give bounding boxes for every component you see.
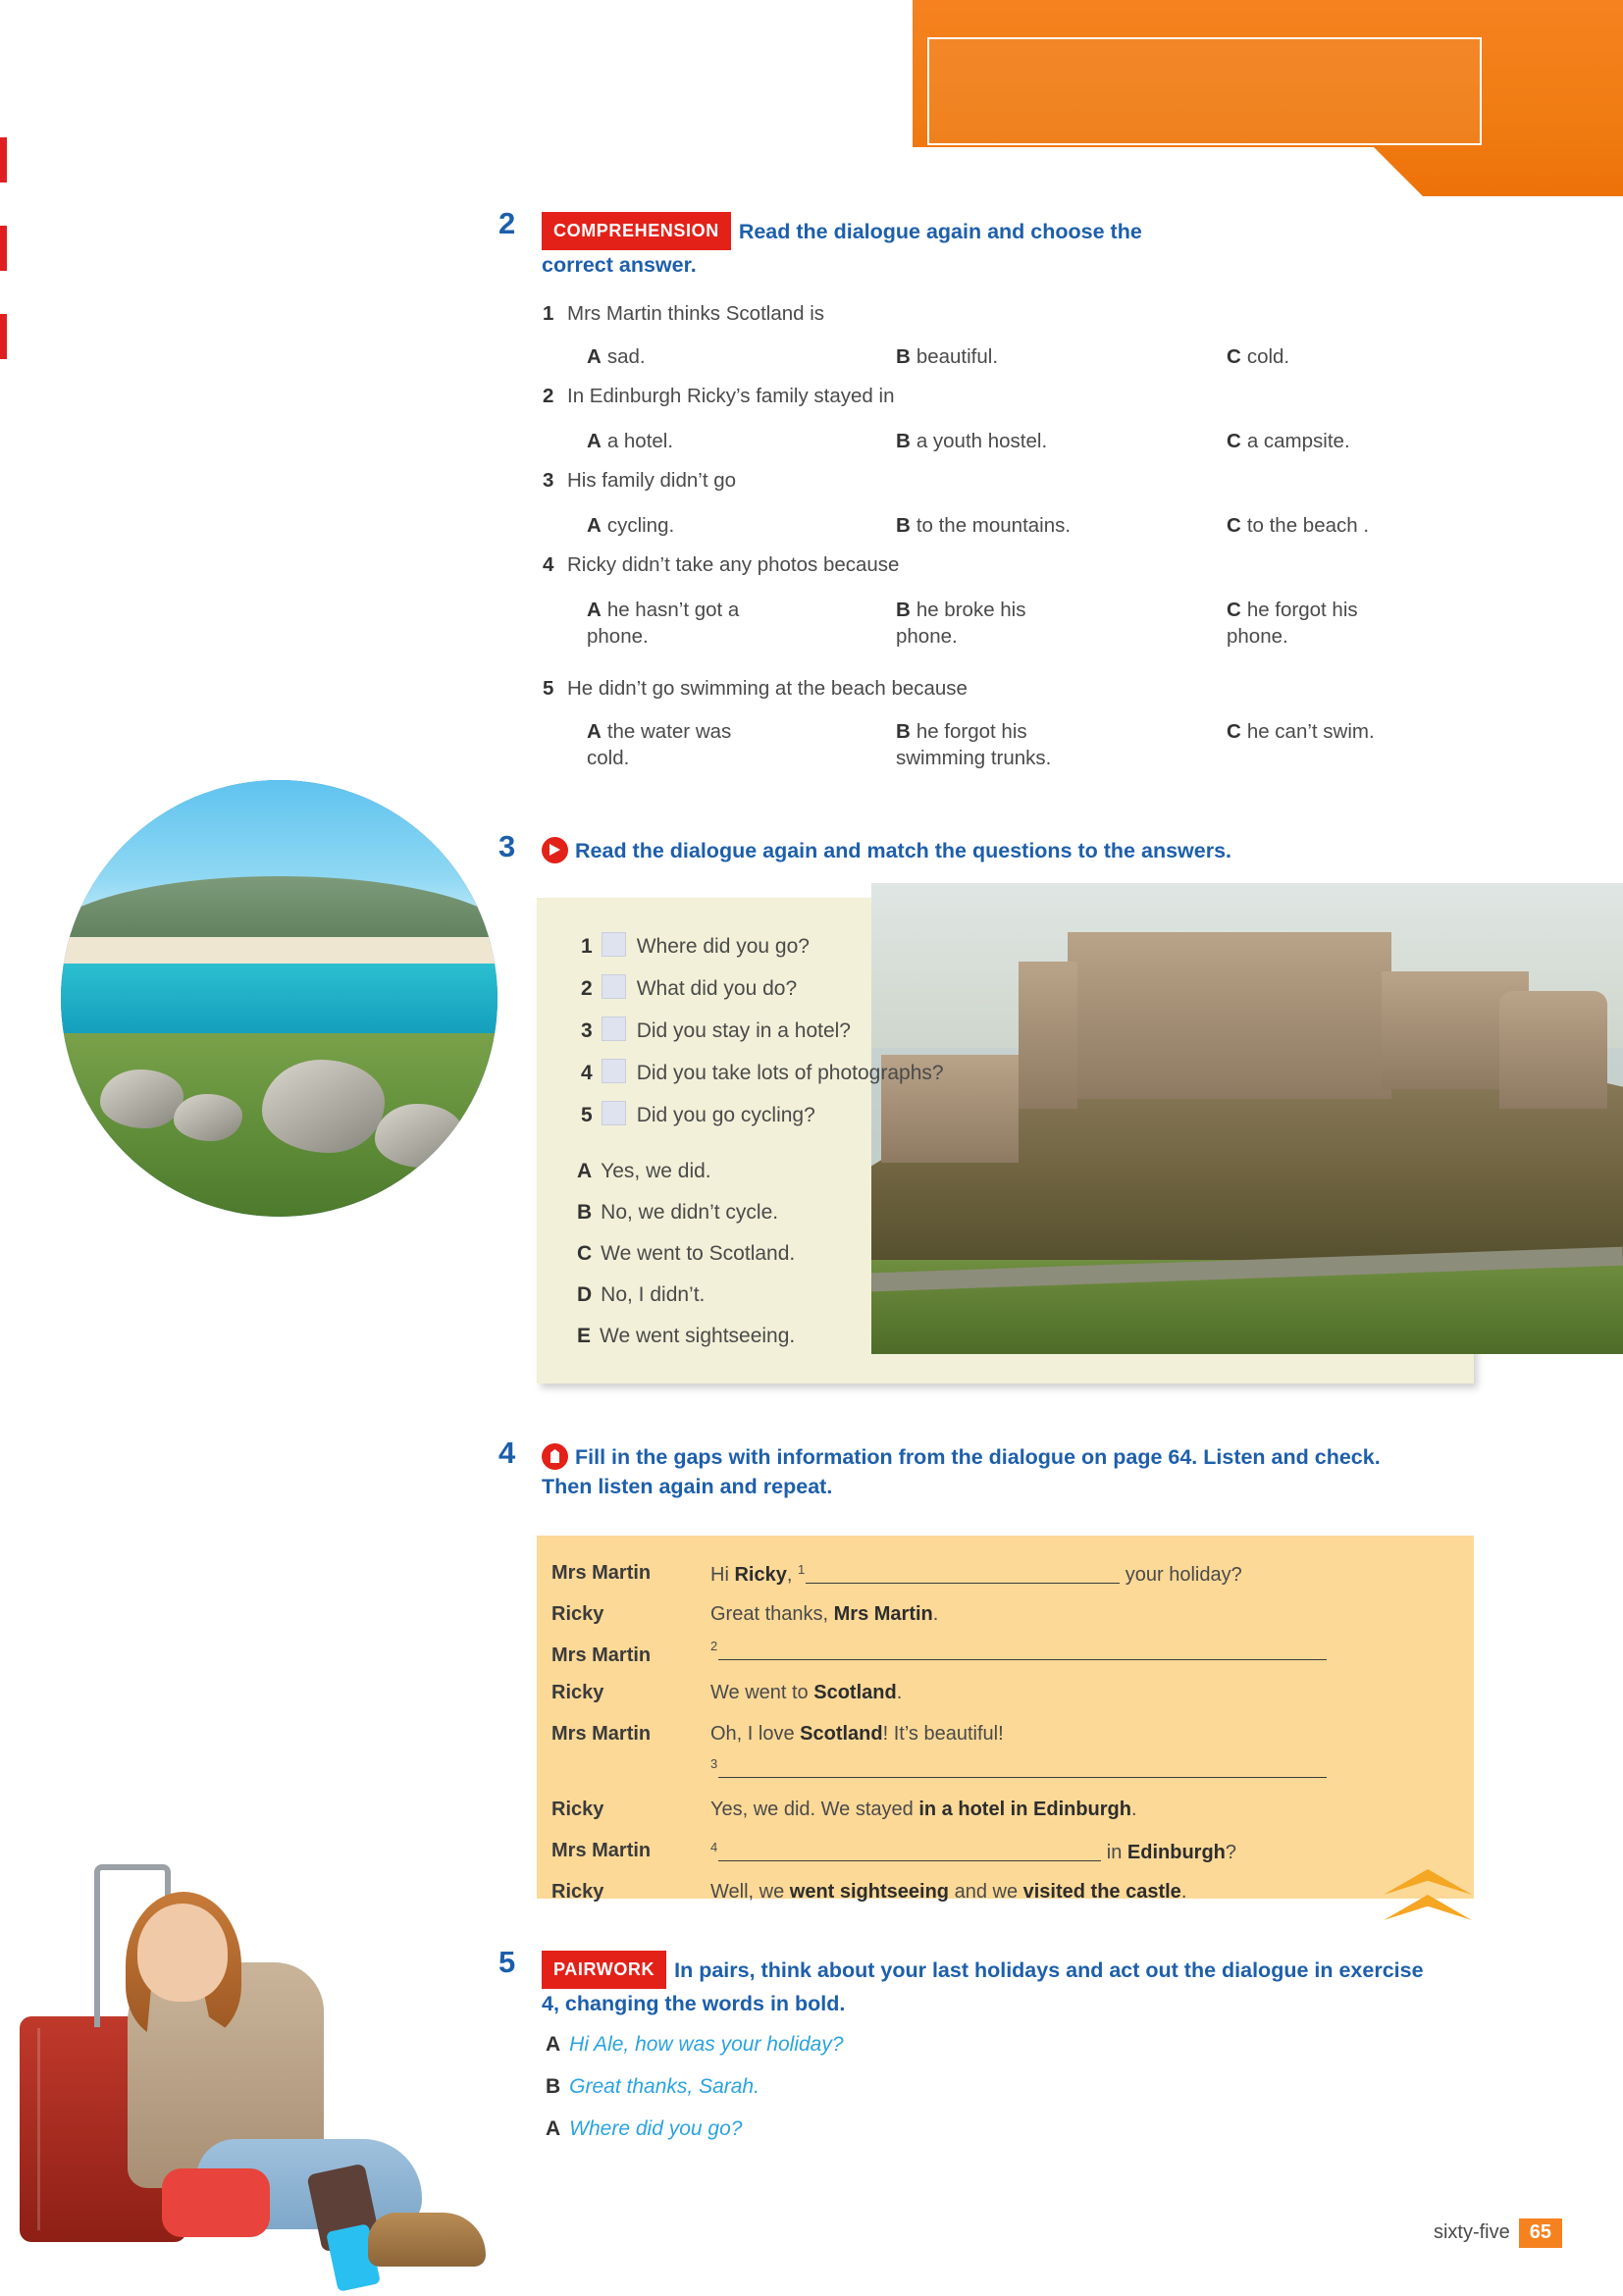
- exercise-2-number: 2: [498, 206, 516, 240]
- match-number: 5: [581, 1104, 593, 1126]
- audio-icon: [542, 1443, 568, 1470]
- castle-photo: [871, 883, 1623, 1354]
- match-answer: [577, 1242, 795, 1266]
- answer-text: We went to Scotland.: [601, 1242, 796, 1265]
- exercise-5-rubric: [542, 1951, 1435, 2018]
- chevron-up-icon: [1384, 1869, 1472, 1928]
- speaker-icon: [542, 837, 568, 863]
- question-option[interactable]: [896, 718, 1102, 771]
- question-option[interactable]: [1227, 718, 1423, 745]
- option-letter: A: [587, 599, 602, 621]
- dialogue-speaker: Mrs Martin: [551, 1562, 652, 1584]
- match-text: Did you go cycling?: [636, 1104, 815, 1126]
- match-answer-box[interactable]: [602, 1017, 626, 1041]
- line-pre: We went to: [710, 1682, 814, 1703]
- option-letter: C: [1227, 345, 1241, 368]
- match-text: Did you stay in a hotel?: [636, 1019, 851, 1042]
- match-question[interactable]: [581, 1059, 944, 1085]
- dialogue-line: [710, 1723, 1004, 1746]
- line-bold: Scotland: [800, 1723, 883, 1745]
- match-text: What did you do?: [636, 977, 798, 1000]
- dialogue-line: [710, 1682, 902, 1704]
- option-text: cold.: [1246, 345, 1290, 368]
- margin-tick: [0, 137, 7, 183]
- gap-number: 4: [710, 1840, 718, 1854]
- question-stem: Ricky didn’t take any photos because: [567, 553, 900, 576]
- dialogue-speaker: Ricky: [551, 1603, 604, 1625]
- chevron-stroke: [1384, 1869, 1472, 1895]
- line-mid: and we: [949, 1881, 1023, 1903]
- line-post: your holiday?: [1120, 1564, 1242, 1586]
- answer-letter: B: [577, 1201, 593, 1224]
- option-text: sad.: [606, 345, 646, 368]
- answer-text: No, I didn’t.: [601, 1283, 706, 1306]
- answer-text: Yes, we did.: [601, 1160, 711, 1182]
- match-answer: [577, 1201, 778, 1225]
- gap-blank[interactable]: [806, 1564, 1120, 1584]
- dialogue-speaker: Ricky: [551, 1682, 604, 1703]
- beach-photo: [61, 780, 497, 1217]
- gap-number: 3: [710, 1756, 718, 1771]
- option-letter: A: [587, 514, 602, 537]
- margin-tick: [0, 314, 7, 359]
- pairwork-line: [546, 2117, 742, 2141]
- castle-round-tower: [1499, 991, 1607, 1109]
- question-option[interactable]: [587, 512, 674, 539]
- line-pre: Hi: [710, 1564, 735, 1586]
- line-pre: Great thanks,: [710, 1603, 834, 1625]
- gap-number: 1: [797, 1562, 806, 1577]
- question-option[interactable]: [587, 428, 673, 454]
- option-text: he broke his phone.: [896, 599, 1026, 648]
- question-stem: His family didn’t go: [567, 469, 737, 492]
- dialogue-line: [710, 1881, 1186, 1904]
- dialogue-line: [710, 1799, 1137, 1821]
- match-question[interactable]: [581, 1101, 815, 1127]
- answer-letter: D: [577, 1283, 593, 1306]
- option-letter: B: [896, 720, 911, 743]
- pairwork-text: Where did you go?: [569, 2117, 743, 2140]
- gap-number: 2: [710, 1639, 718, 1653]
- line-post: in: [1101, 1842, 1127, 1863]
- option-letter: A: [587, 430, 602, 452]
- answer-text: We went sightseeing.: [600, 1325, 796, 1347]
- page-title: Dialogue: [157, 56, 360, 108]
- castle-main-building: [1068, 932, 1391, 1099]
- answer-text: No, we didn’t cycle.: [601, 1201, 779, 1224]
- pairwork-line: [546, 2033, 844, 2057]
- photo-rock: [174, 1094, 242, 1141]
- match-answer-box[interactable]: [602, 974, 626, 999]
- girl-shorts: [162, 2168, 270, 2237]
- question-option[interactable]: [896, 597, 1073, 650]
- photo-rock: [262, 1060, 385, 1153]
- dialogue-line[interactable]: [710, 1639, 1327, 1663]
- match-text: Did you take lots of photographs?: [636, 1062, 944, 1084]
- option-text: to the beach .: [1246, 514, 1370, 537]
- option-text: to the mountains.: [916, 514, 1072, 537]
- match-number: 4: [581, 1062, 593, 1084]
- chevron-stroke: [1384, 1895, 1472, 1920]
- option-letter: B: [896, 599, 911, 621]
- match-number: 1: [581, 935, 593, 958]
- line-bold: went sightseeing: [789, 1881, 950, 1903]
- photo-rock: [375, 1104, 463, 1168]
- option-letter: C: [1227, 430, 1241, 452]
- question-option[interactable]: [896, 343, 998, 370]
- line-pre: Oh, I love: [710, 1723, 801, 1745]
- line-bold: Edinburgh: [1126, 1842, 1226, 1863]
- match-answer-box[interactable]: [602, 1059, 626, 1083]
- margin-tick: [0, 226, 7, 271]
- line-mid: ! It’s beautiful!: [882, 1723, 1004, 1745]
- option-text: a campsite.: [1246, 430, 1350, 452]
- line-bold: Ricky: [734, 1564, 787, 1586]
- match-text: Where did you go?: [636, 935, 810, 958]
- option-letter: B: [896, 514, 911, 537]
- option-text: he can’t swim.: [1246, 720, 1375, 743]
- line-mid: .: [896, 1682, 903, 1703]
- exercise-3-rubric-text: Read the dialogue again and match the questions to the answers.: [575, 839, 1232, 862]
- exercise-4-number: 4: [498, 1435, 516, 1470]
- match-answer: [577, 1160, 711, 1183]
- line-bold: Mrs Martin: [833, 1603, 933, 1625]
- option-text: he forgot his swimming trunks.: [896, 720, 1052, 769]
- page-word: sixty-five: [1433, 2221, 1510, 2243]
- match-question[interactable]: [581, 932, 810, 959]
- question-option[interactable]: [896, 428, 1047, 454]
- option-letter: C: [1227, 599, 1241, 621]
- pairwork-tag: PAIRWORK: [542, 1951, 666, 1989]
- banner-frame: [927, 37, 1482, 145]
- castle-tower: [1019, 962, 1077, 1109]
- line-post: .: [1180, 1881, 1187, 1903]
- dialogue-speaker: Ricky: [551, 1799, 604, 1820]
- option-text: he hasn’t got a phone.: [587, 599, 740, 648]
- question-option[interactable]: [1227, 512, 1369, 539]
- line-mid: ,: [786, 1564, 798, 1586]
- match-answer: [577, 1283, 705, 1307]
- photo-rock: [100, 1070, 183, 1128]
- page-footer: [1434, 2218, 1562, 2248]
- match-number: 2: [581, 977, 593, 1000]
- question-number: 3: [543, 469, 554, 492]
- gap-blank[interactable]: [718, 1758, 1327, 1778]
- dialogue-line[interactable]: [710, 1756, 1327, 1781]
- answer-letter: A: [577, 1160, 593, 1182]
- match-answer: [577, 1325, 795, 1348]
- speaker-letter: A: [546, 2117, 561, 2140]
- exercise-5-rubric-text: In pairs, think about your last holidays and act out the dialogue in exercise 4, changing the words in bold.: [542, 1958, 1424, 2015]
- dialogue-speaker: Ricky: [551, 1881, 604, 1903]
- line-bold: Scotland: [813, 1682, 897, 1703]
- question-number: 1: [543, 302, 554, 325]
- pairwork-text: Hi Ale, how was your holiday?: [569, 2033, 844, 2056]
- dialogue-line[interactable]: [710, 1840, 1236, 1864]
- line-bold: in a hotel in Edinburgh: [918, 1799, 1131, 1820]
- question-number: 5: [543, 677, 554, 700]
- option-letter: A: [587, 720, 602, 743]
- line-bold: visited the castle: [1022, 1881, 1181, 1903]
- option-letter: C: [1227, 720, 1241, 743]
- dialogue-speaker: Mrs Martin: [551, 1840, 652, 1861]
- line-mid: .: [932, 1603, 939, 1625]
- match-answer-box[interactable]: [602, 1101, 626, 1125]
- exercise-3-number: 3: [498, 829, 516, 863]
- girl-shoe: [368, 2213, 486, 2267]
- unit-number: 5: [603, 2, 678, 150]
- match-answer-box[interactable]: [602, 932, 626, 957]
- question-stem: Mrs Martin thinks Scotland is: [567, 302, 825, 325]
- answer-letter: C: [577, 1242, 593, 1265]
- speaker-letter: B: [546, 2075, 561, 2098]
- question-option[interactable]: [587, 343, 646, 370]
- question-option[interactable]: [587, 718, 763, 771]
- option-text: he forgot his phone.: [1227, 599, 1358, 648]
- dialogue-speaker: Mrs Martin: [551, 1644, 652, 1666]
- line-mid: .: [1131, 1799, 1137, 1820]
- question-option[interactable]: [896, 512, 1071, 539]
- girl-face: [137, 1904, 228, 2002]
- match-question[interactable]: [581, 1017, 851, 1043]
- exercise-4-rubric-text: Fill in the gaps with information from the dialogue on page 64. Listen and check. Then listen again and repeat.: [542, 1445, 1381, 1498]
- gap-blank[interactable]: [718, 1842, 1101, 1861]
- speaker-letter: A: [546, 2033, 561, 2056]
- option-text: the water was cold.: [587, 720, 732, 769]
- dialogue-speaker: Mrs Martin: [551, 1723, 652, 1745]
- exercise-2-rubric: [542, 212, 1150, 280]
- option-text: cycling.: [606, 514, 675, 537]
- option-text: a youth hostel.: [916, 430, 1048, 452]
- question-option[interactable]: [1227, 428, 1350, 454]
- option-letter: B: [896, 430, 911, 452]
- exercise-4-rubric: [542, 1442, 1425, 1501]
- pairwork-line: [546, 2075, 759, 2099]
- option-letter: A: [587, 345, 602, 368]
- exercise-3-rubric: [542, 836, 1425, 865]
- girl-with-suitcase-photo: [20, 1845, 530, 2296]
- unit-header-banner: [913, 0, 1623, 196]
- match-question[interactable]: [581, 974, 797, 1001]
- option-text: a hotel.: [606, 430, 674, 452]
- exercise-2-rubric-text: Read the dialogue again and choose the correct answer.: [542, 220, 1142, 277]
- option-letter: C: [1227, 514, 1241, 537]
- question-number: 2: [543, 385, 554, 407]
- question-option[interactable]: [587, 597, 763, 650]
- line-tail: ?: [1225, 1842, 1237, 1863]
- option-letter: B: [896, 345, 911, 368]
- dialogue-line: [710, 1603, 938, 1626]
- pairwork-text: Great thanks, Sarah.: [569, 2075, 759, 2098]
- answer-letter: E: [577, 1325, 592, 1347]
- gap-blank[interactable]: [718, 1641, 1327, 1660]
- option-text: beautiful.: [916, 345, 999, 368]
- line-pre: Yes, we did. We stayed: [710, 1799, 919, 1820]
- dialogue-line[interactable]: [710, 1562, 1242, 1587]
- comprehension-tag: COMPREHENSION: [542, 212, 731, 250]
- line-pre: Well, we: [710, 1881, 790, 1903]
- exercise-5-number: 5: [498, 1945, 516, 1979]
- match-number: 3: [581, 1019, 593, 1042]
- question-option[interactable]: [1227, 597, 1413, 650]
- question-number: 4: [543, 553, 554, 576]
- question-stem: He didn’t go swimming at the beach because: [567, 677, 968, 700]
- question-stem: In Edinburgh Ricky’s family stayed in: [567, 385, 895, 407]
- question-option[interactable]: [1227, 343, 1289, 370]
- page-number: 65: [1519, 2218, 1562, 2248]
